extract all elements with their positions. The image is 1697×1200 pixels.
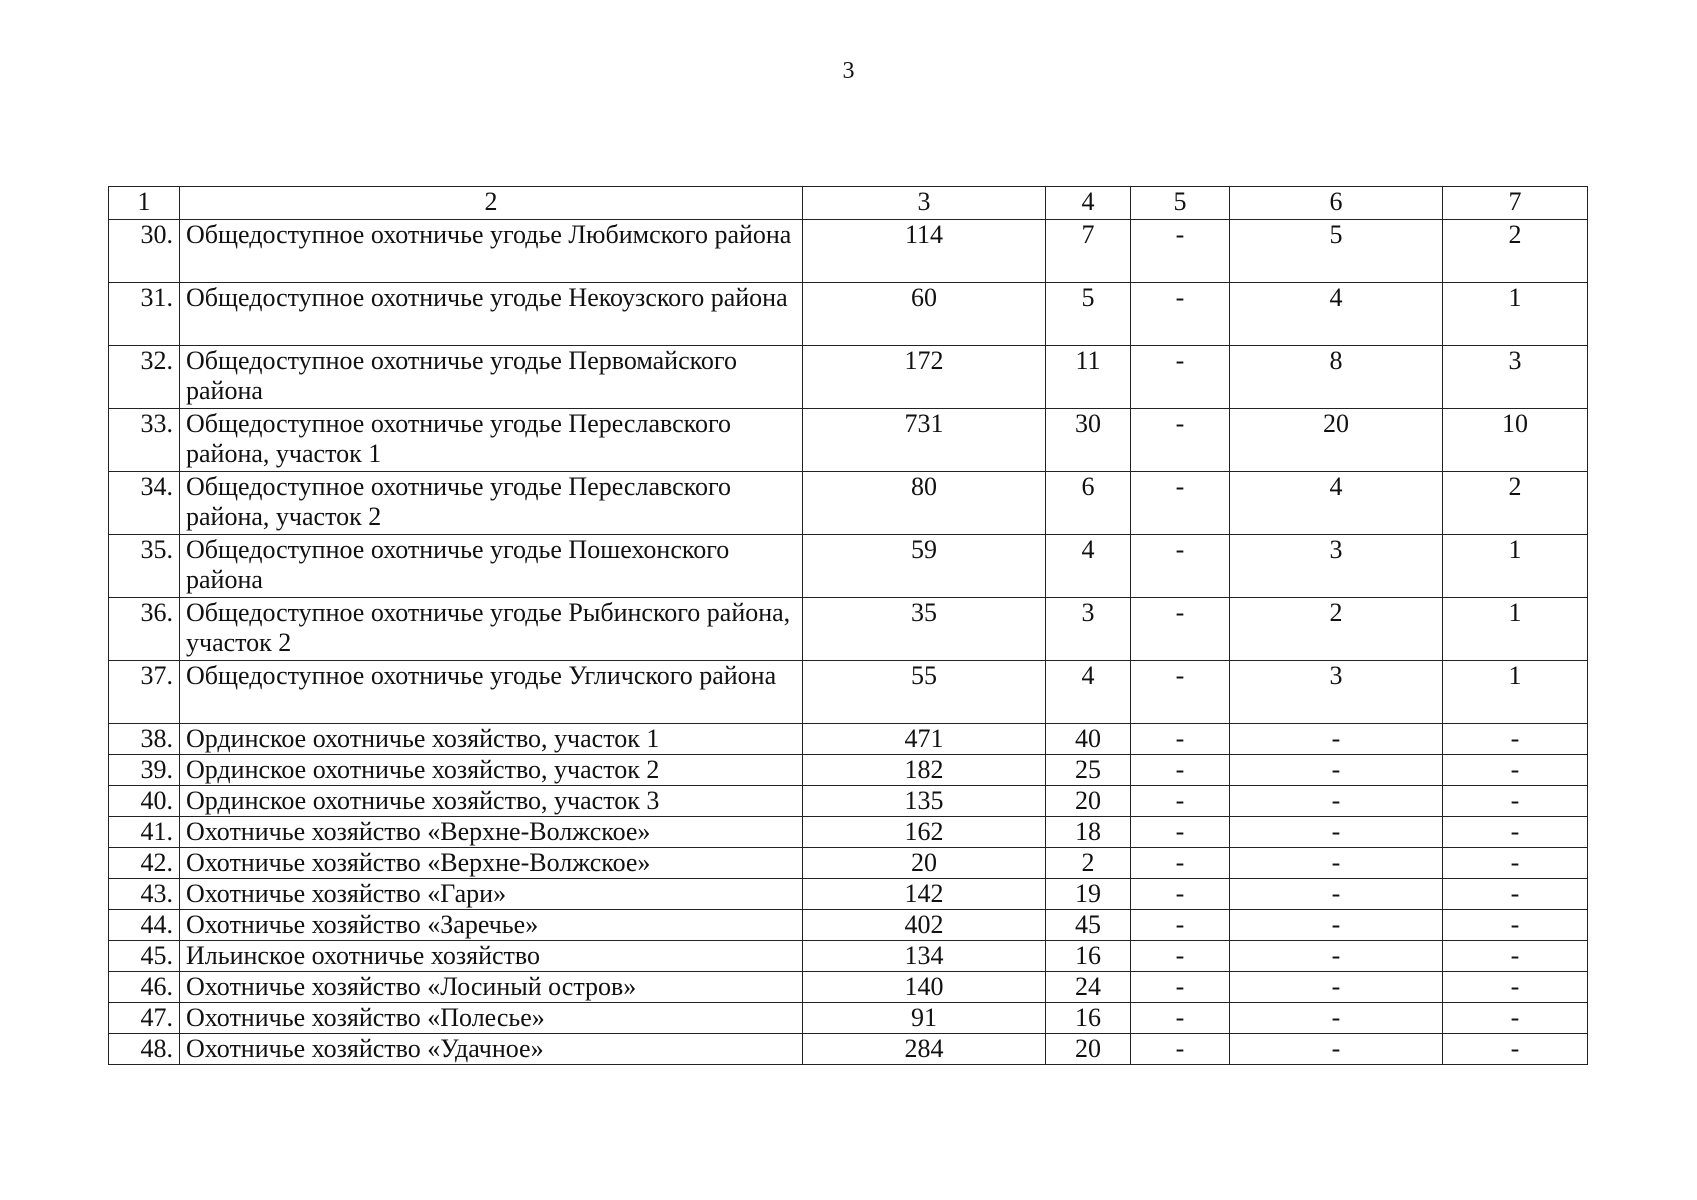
value-cell-3: 35	[803, 598, 1046, 661]
row-number-cell: 33.	[109, 409, 180, 472]
value-cell-4: 25	[1046, 755, 1131, 786]
table-row	[109, 1034, 1588, 1065]
value-cell-4: 16	[1046, 1003, 1131, 1034]
value-cell-3: 60	[803, 283, 1046, 346]
header-cell-6: 6	[1230, 187, 1443, 220]
value-cell-5: -	[1131, 755, 1230, 786]
row-number-cell: 37.	[109, 661, 180, 724]
value-cell-7: -	[1443, 724, 1588, 755]
value-cell-7: 1	[1443, 661, 1588, 724]
value-cell-3: 114	[803, 220, 1046, 283]
value-cell-6: -	[1230, 972, 1443, 1003]
row-number-cell: 44.	[109, 910, 180, 941]
value-cell-3: 140	[803, 972, 1046, 1003]
header-cell-5: 5	[1131, 187, 1230, 220]
value-cell-7: 3	[1443, 346, 1588, 409]
value-cell-3: 55	[803, 661, 1046, 724]
value-cell-6: 5	[1230, 220, 1443, 283]
value-cell-6: 3	[1230, 535, 1443, 598]
table-row	[109, 661, 1588, 724]
value-cell-5: -	[1131, 817, 1230, 848]
value-cell-7: -	[1443, 817, 1588, 848]
header-cell-2: 2	[180, 187, 803, 220]
value-cell-7: -	[1443, 972, 1588, 1003]
value-cell-5: -	[1131, 848, 1230, 879]
value-cell-6: -	[1230, 848, 1443, 879]
value-cell-7: -	[1443, 1034, 1588, 1065]
table-row	[109, 972, 1588, 1003]
value-cell-3: 162	[803, 817, 1046, 848]
value-cell-7: 2	[1443, 220, 1588, 283]
value-cell-4: 7	[1046, 220, 1131, 283]
row-number-cell: 41.	[109, 817, 180, 848]
value-cell-6: 20	[1230, 409, 1443, 472]
hunting-grounds-table	[108, 186, 1588, 1065]
row-number-cell: 31.	[109, 283, 180, 346]
value-cell-4: 20	[1046, 1034, 1131, 1065]
table-row	[109, 848, 1588, 879]
value-cell-7: 10	[1443, 409, 1588, 472]
value-cell-3: 402	[803, 910, 1046, 941]
header-cell-3: 3	[803, 187, 1046, 220]
table-row	[109, 535, 1588, 598]
row-number-cell: 45.	[109, 941, 180, 972]
value-cell-4: 45	[1046, 910, 1131, 941]
ground-name-cell: Охотничье хозяйство «Полесье»	[180, 1003, 803, 1034]
ground-name-cell: Охотничье хозяйство «Верхне-Волжское»	[180, 848, 803, 879]
value-cell-5: -	[1131, 879, 1230, 910]
value-cell-4: 24	[1046, 972, 1131, 1003]
value-cell-7: -	[1443, 755, 1588, 786]
row-number-cell: 42.	[109, 848, 180, 879]
value-cell-5: -	[1131, 409, 1230, 472]
row-number-cell: 38.	[109, 724, 180, 755]
value-cell-7: -	[1443, 941, 1588, 972]
row-number-cell: 34.	[109, 472, 180, 535]
value-cell-7: 2	[1443, 472, 1588, 535]
ground-name-cell: Охотничье хозяйство «Удачное»	[180, 1034, 803, 1065]
ground-name-cell: Охотничье хозяйство «Верхне-Волжское»	[180, 817, 803, 848]
value-cell-3: 80	[803, 472, 1046, 535]
value-cell-6: -	[1230, 817, 1443, 848]
value-cell-5: -	[1131, 220, 1230, 283]
value-cell-6: 4	[1230, 472, 1443, 535]
header-cell-1: 1	[109, 187, 180, 220]
ground-name-cell: Общедоступное охотничье угодье Некоузского района	[180, 283, 803, 346]
table-row	[109, 409, 1588, 472]
value-cell-7: -	[1443, 848, 1588, 879]
ground-name-cell: Ординское охотничье хозяйство, участок 1	[180, 724, 803, 755]
page-number: 3	[842, 58, 855, 84]
row-number-cell: 47.	[109, 1003, 180, 1034]
table-row	[109, 755, 1588, 786]
value-cell-6: -	[1230, 786, 1443, 817]
value-cell-3: 142	[803, 879, 1046, 910]
row-number-cell: 30.	[109, 220, 180, 283]
ground-name-cell: Охотничье хозяйство «Гари»	[180, 879, 803, 910]
row-number-cell: 43.	[109, 879, 180, 910]
ground-name-cell: Общедоступное охотничье угодье Угличского района	[180, 661, 803, 724]
row-number-cell: 48.	[109, 1034, 180, 1065]
value-cell-3: 172	[803, 346, 1046, 409]
value-cell-4: 4	[1046, 535, 1131, 598]
value-cell-7: 1	[1443, 598, 1588, 661]
value-cell-3: 59	[803, 535, 1046, 598]
table-header-row	[109, 187, 1588, 220]
value-cell-7: 1	[1443, 535, 1588, 598]
value-cell-5: -	[1131, 786, 1230, 817]
value-cell-4: 11	[1046, 346, 1131, 409]
row-number-cell: 39.	[109, 755, 180, 786]
value-cell-4: 19	[1046, 879, 1131, 910]
value-cell-6: 3	[1230, 661, 1443, 724]
value-cell-6: -	[1230, 1003, 1443, 1034]
value-cell-3: 134	[803, 941, 1046, 972]
value-cell-3: 91	[803, 1003, 1046, 1034]
header-cell-4: 4	[1046, 187, 1131, 220]
table-row	[109, 910, 1588, 941]
ground-name-cell: Общедоступное охотничье угодье Первомайского района	[180, 346, 803, 409]
value-cell-3: 20	[803, 848, 1046, 879]
value-cell-5: -	[1131, 910, 1230, 941]
row-number-cell: 36.	[109, 598, 180, 661]
value-cell-3: 182	[803, 755, 1046, 786]
value-cell-6: -	[1230, 724, 1443, 755]
value-cell-5: -	[1131, 598, 1230, 661]
ground-name-cell: Общедоступное охотничье угодье Переславского района, участок 1	[180, 409, 803, 472]
value-cell-6: -	[1230, 755, 1443, 786]
value-cell-5: -	[1131, 972, 1230, 1003]
value-cell-6: -	[1230, 1034, 1443, 1065]
ground-name-cell: Общедоступное охотничье угодье Любимского района	[180, 220, 803, 283]
row-number-cell: 46.	[109, 972, 180, 1003]
value-cell-4: 3	[1046, 598, 1131, 661]
value-cell-4: 18	[1046, 817, 1131, 848]
value-cell-5: -	[1131, 941, 1230, 972]
value-cell-4: 5	[1046, 283, 1131, 346]
value-cell-6: 8	[1230, 346, 1443, 409]
table-row	[109, 220, 1588, 283]
value-cell-3: 135	[803, 786, 1046, 817]
value-cell-4: 4	[1046, 661, 1131, 724]
value-cell-5: -	[1131, 472, 1230, 535]
row-number-cell: 32.	[109, 346, 180, 409]
value-cell-6: 2	[1230, 598, 1443, 661]
value-cell-7: -	[1443, 910, 1588, 941]
ground-name-cell: Общедоступное охотничье угодье Рыбинского района, участок 2	[180, 598, 803, 661]
value-cell-7: -	[1443, 879, 1588, 910]
value-cell-4: 16	[1046, 941, 1131, 972]
value-cell-5: -	[1131, 346, 1230, 409]
table-row	[109, 724, 1588, 755]
value-cell-6: -	[1230, 910, 1443, 941]
value-cell-5: -	[1131, 535, 1230, 598]
ground-name-cell: Общедоступное охотничье угодье Переславского района, участок 2	[180, 472, 803, 535]
value-cell-6: -	[1230, 941, 1443, 972]
value-cell-6: 4	[1230, 283, 1443, 346]
table-row	[109, 472, 1588, 535]
ground-name-cell: Общедоступное охотничье угодье Пошехонского района	[180, 535, 803, 598]
ground-name-cell: Охотничье хозяйство «Лосиный остров»	[180, 972, 803, 1003]
value-cell-5: -	[1131, 1034, 1230, 1065]
table-row	[109, 941, 1588, 972]
value-cell-7: -	[1443, 1003, 1588, 1034]
value-cell-3: 284	[803, 1034, 1046, 1065]
table-row	[109, 346, 1588, 409]
header-cell-7: 7	[1443, 187, 1588, 220]
ground-name-cell: Ординское охотничье хозяйство, участок 3	[180, 786, 803, 817]
table-row	[109, 1003, 1588, 1034]
table-row	[109, 786, 1588, 817]
value-cell-5: -	[1131, 283, 1230, 346]
value-cell-3: 731	[803, 409, 1046, 472]
value-cell-4: 30	[1046, 409, 1131, 472]
value-cell-4: 6	[1046, 472, 1131, 535]
table-row	[109, 817, 1588, 848]
value-cell-7: -	[1443, 786, 1588, 817]
value-cell-7: 1	[1443, 283, 1588, 346]
table-row	[109, 283, 1588, 346]
value-cell-4: 20	[1046, 786, 1131, 817]
value-cell-5: -	[1131, 724, 1230, 755]
value-cell-6: -	[1230, 879, 1443, 910]
value-cell-5: -	[1131, 1003, 1230, 1034]
ground-name-cell: Ильинское охотничье хозяйство	[180, 941, 803, 972]
row-number-cell: 35.	[109, 535, 180, 598]
value-cell-4: 2	[1046, 848, 1131, 879]
ground-name-cell: Охотничье хозяйство «Заречье»	[180, 910, 803, 941]
ground-name-cell: Ординское охотничье хозяйство, участок 2	[180, 755, 803, 786]
table-row	[109, 879, 1588, 910]
row-number-cell: 40.	[109, 786, 180, 817]
value-cell-3: 471	[803, 724, 1046, 755]
value-cell-5: -	[1131, 661, 1230, 724]
table-row	[109, 598, 1588, 661]
value-cell-4: 40	[1046, 724, 1131, 755]
